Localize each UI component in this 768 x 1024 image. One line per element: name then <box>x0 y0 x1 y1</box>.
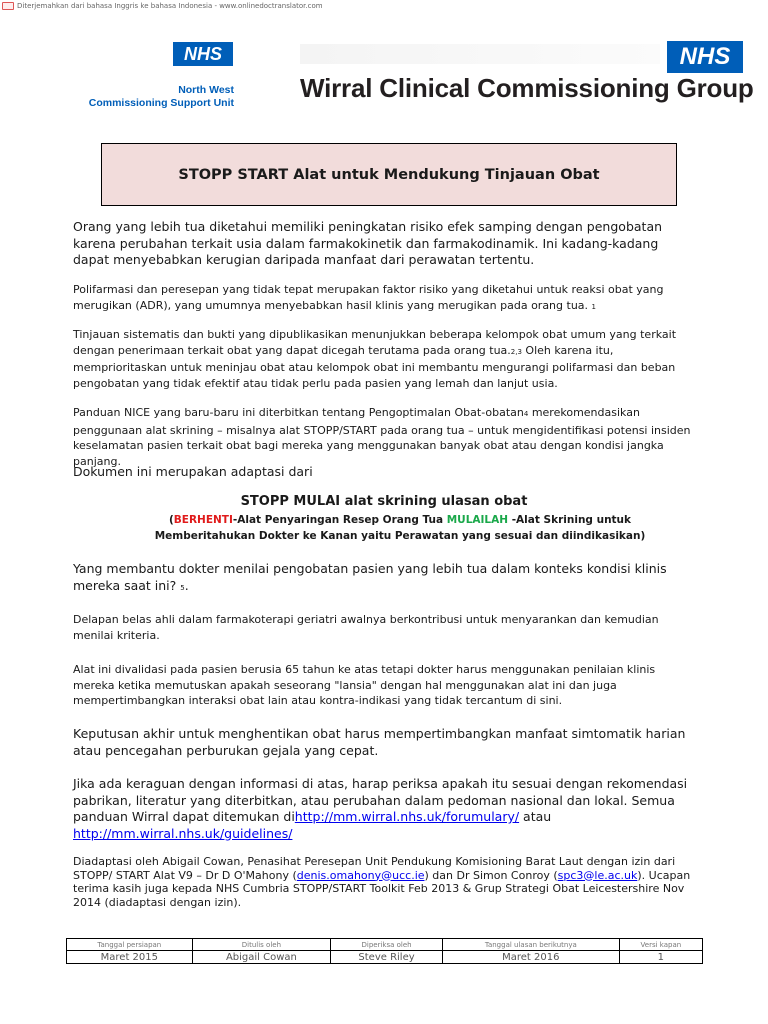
stopp-subtitle <box>100 512 700 544</box>
translator-note: Diterjemahkan dari bahasa Inggris ke bahasa Indonesia - www.onlinedoctranslator.com <box>17 2 323 10</box>
table-header-row <box>67 939 703 951</box>
reference-2-3: 2,3 <box>510 347 522 356</box>
commissioning-support-unit-label <box>72 84 234 110</box>
paragraph-10-text-a: Jika ada keraguan dengan informasi di atas, harap periksa apakah itu sesuai dengan rekomendasi pabrikan, literatur yang diterbitkan, atau perubahan dalam pedoman nasional dan lokal. Semua panduan Wirral dapat ditemukan di <box>73 776 688 824</box>
paragraph-5: Dokumen ini merupakan adaptasi dari <box>73 464 313 479</box>
paragraph-8: Alat ini divalidasi pada pasien berusia 65 tahun ke atas tetapi dokter harus menggunakan penilaian klinis mereka ketika memutuskan apakah seseorang "lansia" dengan hal menggunakan alat ini dan juga mempertimbangkan interaksi obat lain atau kontra-indikasi yang tidak tercantum di sini. <box>73 663 656 707</box>
paragraph-11-text-a: Diadaptasi oleh Abigail Cowan, Penasihat Peresepan Unit Pendukung Komisioning Barat Laut dengan izin dari STOPP/ START Alat V9 – Dr D O'Mahony ( <box>73 855 676 882</box>
paragraph-11-text-c: ). Ucapan terima kasih juga kepada NHS Cumbria STOPP/START Toolkit Feb 2013 & Grup Strategi Obat Leicestershire Nov 2014 (diadaptasi dengan izin). <box>73 868 691 909</box>
translator-bar <box>0 0 323 12</box>
header-faint-bar <box>300 44 660 64</box>
nhs-logo-left: NHS <box>173 42 233 66</box>
paragraph-3-text-a: Tinjauan sistematis dan bukti yang dipublikasikan menunjukkan beberapa kelompok obat umum yang terkait dengan penerimaan terkait obat yang dapat dicegah terutama pada orang tua. <box>73 328 677 357</box>
paragraph-4 <box>73 405 693 469</box>
stopp-mid-1: -Alat Penyaringan Resep Orang Tua <box>232 514 447 526</box>
stopp-mid-2: -Alat Skrining untuk <box>508 514 632 526</box>
paragraph-6-text: Yang membantu dokter menilai pengobatan pasien yang lebih tua dalam konteks kondisi klinis mereka saat ini? <box>73 561 667 593</box>
table-row <box>67 951 703 964</box>
stopp-red-word: BERHENTI <box>173 514 233 526</box>
paragraph-6 <box>73 561 693 596</box>
document-title: STOPP START Alat untuk Mendukung Tinjauan Obat <box>101 143 677 206</box>
paragraph-11 <box>73 855 693 909</box>
stopp-subtitle-line2: Memberitahukan Dokter ke Kanan yaitu Perawatan yang sesuai dan diindikasikan) <box>154 530 646 542</box>
paragraph-11-text-b: ) dan Dr Simon Conroy ( <box>424 868 558 882</box>
paragraph-4-text-b: merekomendasikan penggunaan alat skrining – misalnya alat STOPP/START pada orang tua – untuk mengidentifikasi potensi insiden keselamatan pasien terkait obat bagi mereka yang menggunakan banyak obat atau dengan kondisi jangka panjang. <box>73 406 691 468</box>
table-cell: Maret 2015 <box>67 951 193 964</box>
paragraph-3 <box>73 327 693 391</box>
stopp-subtitle-line1 <box>100 512 700 528</box>
paragraph-9: Keputusan akhir untuk menghentikan obat harus mempertimbangkan manfaat simtomatik harian atau pencegahan perburukan gejala yang cepat. <box>73 726 686 758</box>
table-cell: Maret 2016 <box>442 951 619 964</box>
table-header-cell: Tanggal persiapan <box>67 939 193 951</box>
paragraph-10-text-b: atau <box>519 809 552 824</box>
nhs-logo-right: NHS <box>667 41 743 73</box>
table-cell: 1 <box>619 951 702 964</box>
ccg-title: Wirral Clinical Commissioning Group <box>300 73 754 103</box>
paragraph-2 <box>73 282 693 315</box>
email-conroy-link[interactable]: spc3@le.ac.uk <box>557 868 638 882</box>
reference-4: 4 <box>523 410 529 418</box>
table-header-cell: Versi kapan <box>619 939 702 951</box>
start-green-word: MULAILAH <box>446 514 509 526</box>
cs-unit-line1: North West <box>178 84 234 96</box>
stopp-heading: STOPP MULAI alat skrining ulasan obat <box>240 494 528 509</box>
paragraph-3-text-b: Oleh karena itu, memprioritaskan untuk meninjau obat atau kelompok obat ini membantu mengurangi polifarmasi dan beban pengobatan yang tidak efektif atau tidak perlu pada pasien yang lemah dan lanjut usia. <box>73 343 676 390</box>
paragraph-1: Orang yang lebih tua diketahui memiliki peningkatan risiko efek samping dengan pengobatan karena perubahan terkait usia dalam farmakokinetik dan farmakodinamik. Ini kadang-kadang dapat menyebabkan kerugian daripada manfaat dari perawatan tertentu. <box>73 219 663 267</box>
document-control-table <box>66 938 703 964</box>
table-cell: Steve Riley <box>331 951 443 964</box>
guidelines-link[interactable]: http://mm.wirral.nhs.uk/guidelines/ <box>73 825 293 841</box>
translator-icon <box>2 2 14 10</box>
paragraph-7: Delapan belas ahli dalam farmakoterapi geriatri awalnya berkontribusi untuk menyarankan dan kemudian menilai kriteria. <box>73 613 659 642</box>
paragraph-6-end: . <box>184 577 189 593</box>
table-header-cell: Ditulis oleh <box>192 939 331 951</box>
formulary-link[interactable]: http://mm.wirral.nhs.uk/forumulary/ <box>294 809 520 824</box>
table-header-cell: Diperiksa oleh <box>331 939 443 951</box>
cs-unit-line2: Commissioning Support Unit <box>88 97 234 109</box>
paragraph-2-text: Polifarmasi dan peresepan yang tidak tepat merupakan faktor risiko yang diketahui untuk reaksi obat yang merugikan (ADR), yang umumnya menyebabkan hasil klinis yang merugikan pada orang tua. <box>73 283 664 312</box>
table-cell: Abigail Cowan <box>192 951 331 964</box>
table-header-cell: Tanggal ulasan berikutnya <box>442 939 619 951</box>
paragraph-10 <box>73 776 693 842</box>
open-paren: ( <box>168 514 174 526</box>
email-omahony-link[interactable]: denis.omahony@ucc.ie <box>296 868 425 882</box>
reference-1: 1 <box>591 302 597 311</box>
reference-5: 5 <box>180 583 185 592</box>
paragraph-4-text-a: Panduan NICE yang baru-baru ini diterbitkan tentang Pengoptimalan Obat-obatan <box>73 406 524 419</box>
